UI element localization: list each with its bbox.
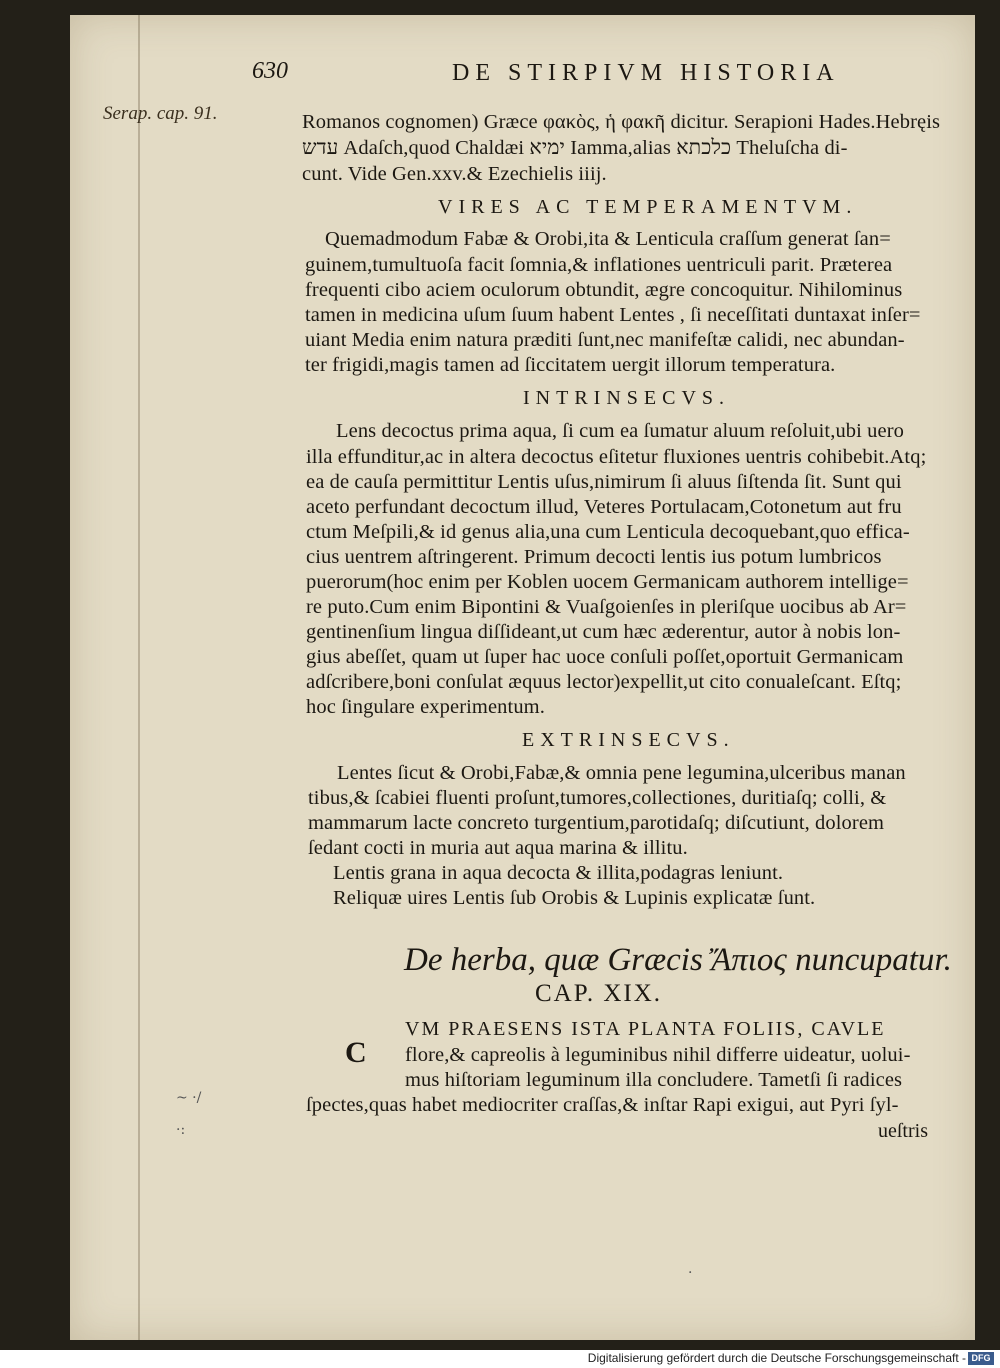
vires-line: ter frigidi,magis tamen ad ſiccitatem uergit illorum temperatura. bbox=[305, 354, 836, 376]
intrinsecus-line: gius abeſſet, quam ut ſuper hac uoce conſuli poſſet,oportuit Germanicam bbox=[306, 646, 904, 668]
vires-line: guinem,tumultuoſa facit ſomnia,& inflationes uentriculi parit. Præterea bbox=[305, 254, 893, 276]
stray-mark: ·: bbox=[176, 1122, 186, 1138]
intro-line: עדש Adaſch,quod Chaldæi ימיא Iamma,alias כלכתא Theluſcha di- bbox=[302, 137, 848, 159]
intrinsecus-line: gentinenſium lingua diſſideant,ut cum hæc æderentur, autor à nobis lon- bbox=[306, 621, 901, 643]
stray-mark: · bbox=[688, 1265, 693, 1281]
extrinsecus-line: Lentis grana in aqua decocta & illita,podagras leniunt. bbox=[333, 862, 784, 884]
running-head: DE STIRPIVM HISTORIA bbox=[452, 60, 840, 86]
intrinsecus-line: cius uentrem aſtringerent. Primum decocti lentis ius potum lumbricos bbox=[306, 546, 882, 568]
extrinsecus-line: mammarum lacte concreto turgentium,parotidaſq; diſcutiunt, dolorem bbox=[308, 812, 885, 834]
extrinsecus-line: ſedant cocti in muria aut aqua marina & illitu. bbox=[308, 837, 688, 859]
drop-cap: C bbox=[345, 1036, 367, 1069]
vires-line: tamen in medicina uſum ſuum habent Lentes , ſi neceſſitati duntaxat inſer= bbox=[305, 304, 921, 326]
dfg-logo: DFG bbox=[968, 1352, 994, 1365]
intrinsecus-line: aceto perfundant decoctum illud, Veteres Portulacam,Cotonetum aut fru bbox=[306, 496, 902, 518]
section-heading-vires: VIRES AC TEMPERAMENTVM. bbox=[438, 196, 858, 218]
chapter-line: mus hiſtoriam leguminum illa concludere. Tametſi ſi radices bbox=[405, 1069, 903, 1091]
extrinsecus-line: Reliquæ uires Lentis ſub Orobis & Lupinis explicatæ ſunt. bbox=[333, 887, 816, 909]
chapter-line: ſpectes,quas habet mediocriter craſſas,& inſtar Rapi exigui, aut Pyri ſyl- bbox=[306, 1094, 899, 1116]
intrinsecus-line: puerorum(hoc enim per Koblen uocem Germanicam authorem intellige= bbox=[306, 571, 909, 593]
catchword: ueſtris bbox=[878, 1120, 928, 1142]
intrinsecus-line: hoc ſingulare experimentum. bbox=[306, 696, 545, 718]
section-heading-extrinsecus: EXTRINSECVS. bbox=[522, 729, 735, 751]
vires-line: frequenti cibo aciem oculorum obtundit, ægre concoquitur. Nihilominus bbox=[305, 279, 903, 301]
vires-line: uiant Media enim natura præditi ſunt,nec manifeſtæ calidi, nec abundan- bbox=[305, 329, 905, 351]
intrinsecus-line: illa effunditur,ac in altera decoctus eſitetur fluxiones uentris cohibebit.Atq; bbox=[306, 446, 927, 468]
extrinsecus-line: Lentes ſicut & Orobi,Fabæ,& omnia pene legumina,ulceribus manan bbox=[337, 762, 906, 784]
footer-credit: Digitalisierung gefördert durch die Deutsche Forschungsgemeinschaft - bbox=[587, 1351, 966, 1365]
chapter-line: flore,& capreolis à leguminibus nihil differre uideatur, uolui- bbox=[405, 1044, 911, 1066]
margin-note: Serap. cap. 91. bbox=[103, 103, 218, 124]
stray-mark: ~ ·/ bbox=[176, 1090, 202, 1106]
intrinsecus-line: adſcribere,boni conſulat æquus lector)expellit,ut cito conualeſcant. Eſtq; bbox=[306, 671, 902, 693]
page-fold-line bbox=[138, 15, 140, 1340]
chapter-first-line: VM PRAESENS ISTA PLANTA FOLIIS, CAVLE bbox=[405, 1018, 886, 1040]
intrinsecus-line: Lens decoctus prima aqua, ſi cum ea ſumatur aluum reſoluit,ubi uero bbox=[336, 420, 904, 442]
section-heading-intrinsecus: INTRINSECVS. bbox=[523, 387, 731, 409]
page-number: 630 bbox=[252, 58, 288, 84]
intro-line: cunt. Vide Gen.xxv.& Ezechielis iiij. bbox=[302, 163, 607, 185]
intro-line: Romanos cognomen) Græce φακὸς, ἡ φακῆ dicitur. Serapioni Hades.Hebręis bbox=[302, 111, 941, 133]
intrinsecus-line: re puto.Cum enim Bipontini & Vuaſgoienſes in pleriſque uocibus ab Ar= bbox=[306, 596, 907, 618]
chapter-title: De herba, quæ Græcis Ἄπιος nuncupatur. bbox=[404, 942, 952, 978]
extrinsecus-line: tibus,& ſcabiei fluenti proſunt,tumores,collectiones, duritiaſq; colli, & bbox=[308, 787, 887, 809]
vires-line: Quemadmodum Fabæ & Orobi,ita & Lenticula craſſum generat ſan= bbox=[325, 228, 891, 250]
intrinsecus-line: ctum Meſpili,& id genus alia,una cum Lenticula decoquebant,quo effica- bbox=[306, 521, 910, 543]
intrinsecus-line: ea de cauſa permittitur Lentis uſus,nimirum ſi aluus ſiſtenda ſit. Sunt qui bbox=[306, 471, 902, 493]
chapter-number: CAP. XIX. bbox=[535, 980, 663, 1007]
